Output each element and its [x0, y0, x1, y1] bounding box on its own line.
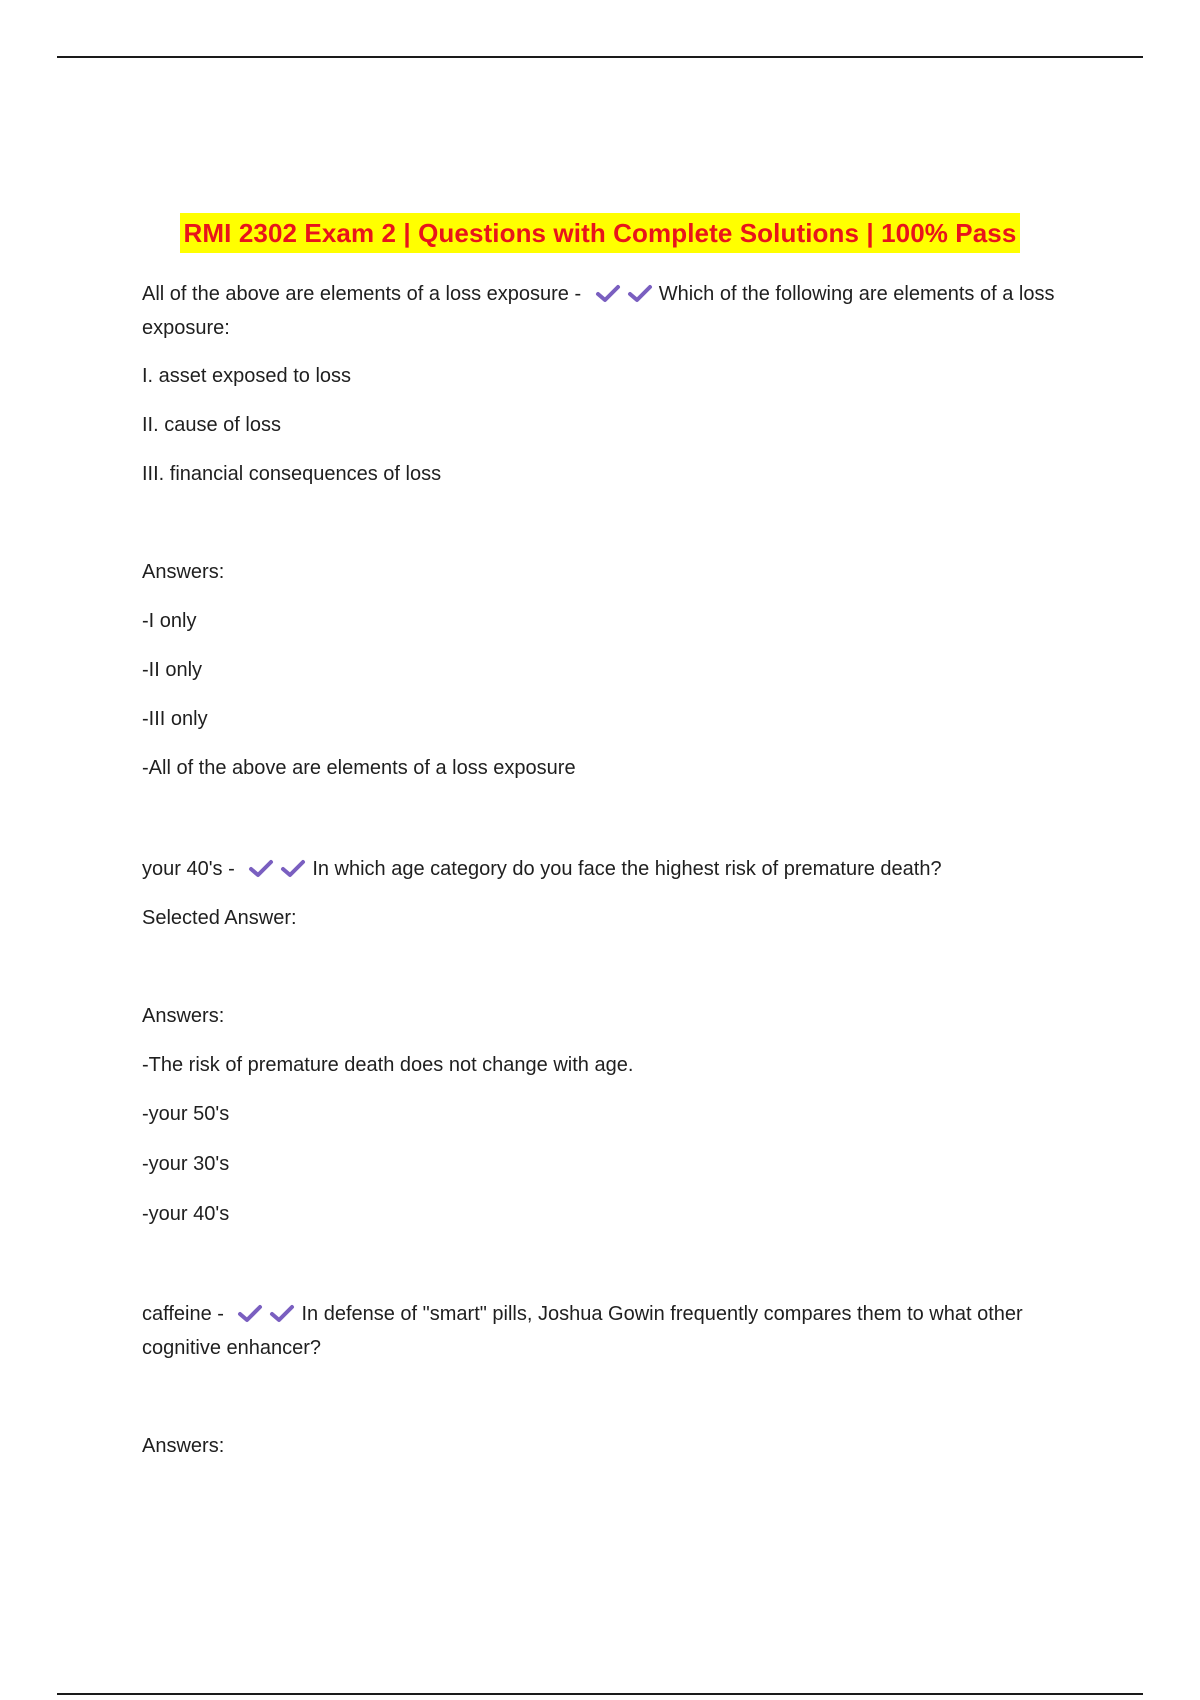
- check-icon: [280, 858, 306, 878]
- q2-selected-label: Selected Answer:: [142, 907, 297, 929]
- q2-option: -your 40's: [142, 1203, 230, 1225]
- q3-answers-label: Answers:: [142, 1435, 225, 1457]
- q1-option: -I only: [142, 610, 197, 632]
- q1-item: II. cause of loss: [142, 414, 281, 436]
- q2-option: -your 50's: [142, 1103, 230, 1125]
- check-icon: [248, 858, 274, 878]
- q1-answer-lead: All of the above are elements of a loss exposure -: [142, 283, 582, 305]
- top-rule: [57, 56, 1143, 58]
- q1-item: I. asset exposed to loss: [142, 365, 352, 387]
- check-icon: [237, 1303, 263, 1323]
- q1-option: -All of the above are elements of a loss exposure: [142, 757, 576, 779]
- q2-option: -your 30's: [142, 1153, 230, 1175]
- q2-question: In which age category do you face the highest risk of premature death?: [312, 858, 942, 880]
- q3-header: [142, 1297, 1072, 1365]
- q2-option: -The risk of premature death does not change with age.: [142, 1054, 634, 1076]
- q1-option: -III only: [142, 708, 208, 730]
- check-icon: [595, 283, 621, 303]
- q2-answers-label: Answers:: [142, 1005, 225, 1027]
- q2-header: [142, 852, 942, 886]
- bottom-rule: [57, 1693, 1143, 1695]
- document-title: RMI 2302 Exam 2 | Questions with Complete Solutions | 100% Pass: [180, 213, 1021, 253]
- q3-answer-lead: caffeine -: [142, 1303, 224, 1325]
- check-icon: [627, 283, 653, 303]
- q2-answer-lead: your 40's -: [142, 858, 235, 880]
- q1-header: [142, 277, 1072, 345]
- q3-question: In defense of "smart" pills, Joshua Gowin frequently compares them to what other cognitive enhancer?: [142, 1303, 1023, 1359]
- q1-answers-label: Answers:: [142, 561, 225, 583]
- q1-item: III. financial consequences of loss: [142, 463, 442, 485]
- q1-option: -II only: [142, 659, 203, 681]
- q1-question: Which of the following are elements of a loss exposure:: [142, 283, 1055, 339]
- check-icon: [269, 1303, 295, 1323]
- title-container: [0, 213, 1200, 253]
